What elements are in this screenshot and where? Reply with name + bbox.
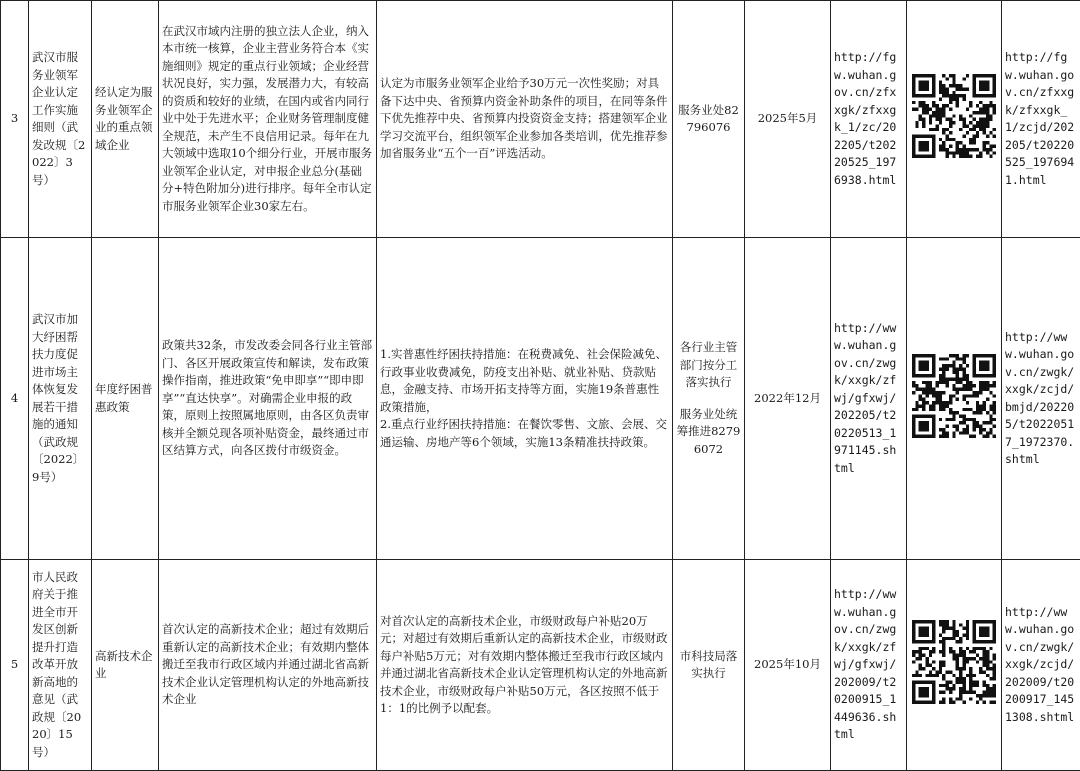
policy-title: 武汉市服务业领军企业认定工作实施细则（武发改规〔2022〕3号） [29, 1, 92, 238]
support-measures [377, 238, 673, 560]
enterprise-type: 高新技术企业 [92, 560, 159, 771]
policy-url[interactable]: http://www.wuhan.gov.cn/zwgk/xxgk/zfwj/gfxwj/202009/t20200915_1449636.shtml [831, 560, 907, 771]
interpretation-url[interactable]: http://fgw.wuhan.gov.cn/zfxxgk/zfxxgk_1/zcjd/202205/t20220525_1976941.html [1002, 1, 1080, 238]
table-row [1, 238, 1080, 560]
policy-title: 武汉市加大纾困帮扶力度促进市场主体恢复发展若干措施的通知（武政规〔2022〕9号） [29, 238, 92, 560]
validity-date: 2025年5月 [745, 1, 831, 238]
policy-url[interactable]: http://fgw.wuhan.gov.cn/zfxxgk/zfxxgk_1/zc/202205/t20220525_1976938.html [831, 1, 907, 238]
policy-url[interactable]: http://www.wuhan.gov.cn/zwgk/xxgk/zfwj/gfxwj/202205/t20220513_1971145.shtml [831, 238, 907, 560]
support-measures: 认定为市服务业领军企业给予30万元一次性奖励；对具备下达中央、省预算内资金补助条件的项目，在同等条件下优先推荐中央、省预算内投资资金支持；搭建领军企业学习交流平台，组织领军企业参加各类培训，优先推荐参加省服务业“五个一百”评选活动。 [377, 1, 673, 238]
eligibility-conditions: 首次认定的高新技术企业；超过有效期后重新认定的高新技术企业；有效期内整体搬迁至我市行政区域内并通过湖北省高新技术企业认定管理机构认定的外地高新技术企业 [159, 560, 377, 771]
department-contact: 服务业处82796076 [676, 102, 741, 137]
validity-date: 2022年12月 [745, 238, 831, 560]
eligibility-conditions: 在武汉市域内注册的独立法人企业，纳入本市统一核算，企业主营业务符合本《实施细则》规定的重点行业领域；企业经营状况良好，实力强，发展潜力大，有较高的资质和较好的业绩，在国内或省内同行业中处于先进水平；企业财务管理制度健全规范，未产生不良信用记录。每年在九大领域中选取10个细分行业，开展市服务业领军企业认定，对申报企业总分(基础分+特色附加分)进行排序。每年全市认定市服务业领军企业30家左右。 [159, 1, 377, 238]
row-number: 5 [1, 560, 29, 771]
support-paragraph: 1.实普惠性纾困扶持措施：在税费减免、社会保险减免、行政事业收费减免，防疫支出补贴、就业补贴、贷款贴息，金融支持、市场开拓支持等方面，实施19条普惠性政策措施， [380, 346, 669, 416]
department-contact: 市科技局落实执行 [676, 648, 741, 683]
enterprise-type: 经认定为服务业领军企业的重点领域企业 [92, 1, 159, 238]
row-number: 4 [1, 238, 29, 560]
responsible-department [673, 238, 745, 560]
qr-code-icon[interactable] [912, 74, 996, 158]
row-number: 3 [1, 1, 29, 238]
department-contact: 服务业处统筹推进82796072 [676, 406, 741, 459]
qr-code-cell [907, 560, 1002, 771]
responsible-department [673, 560, 745, 771]
department-contact: 各行业主管部门按分工落实执行 [676, 339, 741, 392]
qr-code-cell [907, 1, 1002, 238]
interpretation-url[interactable]: http://www.wuhan.gov.cn/zwgk/xxgk/zcjd/bmjd/202205/t20220517_1972370.shtml [1002, 238, 1080, 560]
validity-date: 2025年10月 [745, 560, 831, 771]
policy-title: 市人民政府关于推进全市开发区创新提升打造改革开放新高地的意见（武政规〔2020〕15号） [29, 560, 92, 771]
qr-code-cell [907, 238, 1002, 560]
responsible-department [673, 1, 745, 238]
qr-code-icon[interactable] [912, 354, 996, 438]
table-row [1, 560, 1080, 771]
interpretation-url[interactable]: http://www.wuhan.gov.cn/zwgk/xxgk/zcjd/202009/t20200917_1451308.shtml [1002, 560, 1080, 771]
support-paragraph: 2.重点行业纾困扶持措施：在餐饮零售、文旅、会展、交通运输、房地产等6个领域，实施13条精准扶持政策。 [380, 416, 669, 451]
eligibility-conditions: 政策共32条，市发改委会同各行业主管部门、各区开展政策宣传和解读，发布政策操作指南，推进政策“免申即享”“即申即享”“直达快享”。对确需企业申报的政策，原则上按照属地原则，由各区负责审核并全额兑现各项补贴资金，最终通过市区结算方式，向各区拨付市级资金。 [159, 238, 377, 560]
support-measures: 对首次认定的高新技术企业，市级财政每户补贴20万元；对超过有效期后重新认定的高新技术企业，市级财政每户补贴5万元；对有效期内整体搬迁至我市行政区域内并通过湖北省高新技术企业认定管理机构认定的外地高新技术企业，市级财政每户补贴50万元，各区按照不低于1：1的比例予以配套。 [377, 560, 673, 771]
enterprise-type: 年度纾困普惠政策 [92, 238, 159, 560]
qr-code-icon[interactable] [912, 620, 996, 704]
table-row [1, 1, 1080, 238]
